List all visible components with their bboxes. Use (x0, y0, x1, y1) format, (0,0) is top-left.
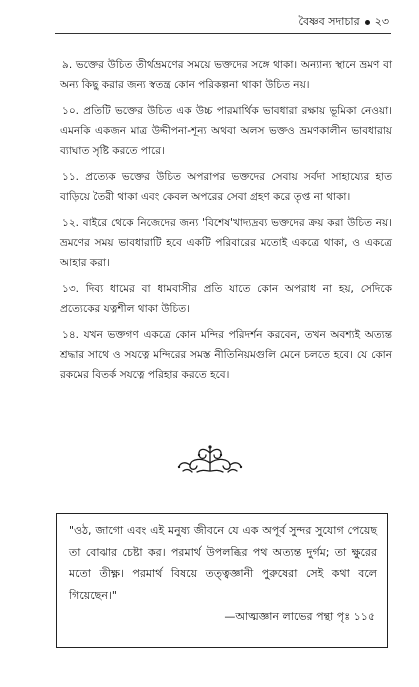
quote-source: —আত্মজ্ঞান লাভের পন্থা পৃঃ ১১৫ (224, 610, 375, 623)
rule-item-14: ১৪. যখন ভক্তগণ একত্রে কোন মন্দির পরিদর্শন করবেন, তখন অবশ্যই অত্যন্ত শ্রদ্ধার সাথে ও সযত্নে মন্দিরের সমস্ত নীতিনিয়মগুলি মেনে চলতে হবে। যে কোন রকমের বিতর্ক সযত্নে পরিহার করতে হবে। (60, 329, 392, 381)
rule-item-9: ৯. ভক্তের উচিত তীর্থভ্রমণের সময়ে ভক্তদের সঙ্গে থাকা। অন্যান্য স্থানে ভ্রমণ বা অন্য কিছু করার জন্য স্বতন্ত্র কোন পরিকল্পনা থাকা উচিত নয়। (60, 59, 392, 91)
rule-item-10: ১০. প্রতিটি ভক্তের উচিত এক উচ্চ পারমার্থিক ভাবধারা রক্ষায় ভূমিকা নেওয়া। এমনকি একজন মাত্র উদ্দীপনা-শূন্য অথবা অলস ভক্তও ভ্রমণকালীন ভাবধারায় ব্যাঘাত সৃষ্টি করতে পারে। (60, 105, 392, 157)
rules-list (60, 55, 392, 391)
page-number: ২৩ (374, 15, 389, 28)
bullet-icon (365, 20, 370, 25)
quote-box (56, 513, 388, 648)
header-divider (55, 33, 391, 34)
running-header (299, 13, 389, 32)
floral-ornament-icon (175, 443, 245, 477)
rule-item-13: ১৩. দিব্য ধামের বা ধামবাসীর প্রতি যাতে কোন অপরাধ না হয়, সেদিকে প্রত্যেকের যত্নশীল থাকা উচিত। (60, 283, 392, 315)
running-header-title: বৈষ্ণব সদাচার (298, 15, 360, 28)
rule-item-11: ১১. প্রত্যেক ভক্তের উচিত অপরাপর ভক্তদের সেবায় সর্বদা সাহায্যের হাত বাড়িয়ে তৈরী থাকা এবং কেবল অপরের সেবা গ্রহণ করে তৃপ্ত না থাকা। (60, 171, 392, 203)
quote-text: "ওঠ, জাগো এবং এই মনুষ্য জীবনে যে এক অপূর্ব সুন্দর সুযোগ পেয়েছ তা বোঝার চেষ্টা কর। পরমার্থ উপলব্ধির পথ অত্যন্ত দুর্গম; তা ক্ষুরের মতো তীক্ষ্ণ। পরমার্থ বিষয়ে তত্ত্বজ্ঞানী পুরুষেরা সেই কথা বলে গিয়েছেন।" (69, 524, 377, 602)
rule-item-12: ১২. বাইরে থেকে নিজেদের জন্য 'বিশেষ'খাদ্যদ্রব্য ভক্তদের ক্রয় করা উচিত নয়। ভ্রমণের সময় ভাবধারাটি হবে একটি পরিবারের মতোই একত্রে থাকা, ও একত্রে আহার করা। (60, 217, 392, 269)
